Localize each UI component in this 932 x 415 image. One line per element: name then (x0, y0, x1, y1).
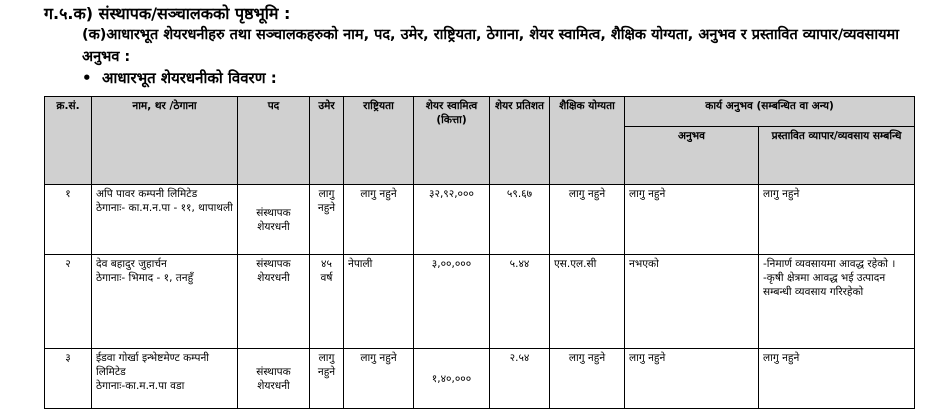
cell-nationality: नेपाली (344, 255, 414, 349)
cell-education: लागु नहुने (550, 349, 625, 409)
bullet-item (82, 68, 277, 88)
cell-share-ownership: ३२,९२,००० (414, 185, 490, 255)
proposed-business-line: -निमार्ण व्यवसायमा आवद्ध रहेको । (763, 258, 896, 270)
header-share-percent: शेयर प्रतिशत (490, 97, 550, 185)
cell-experience: लागु नहुने (625, 349, 759, 409)
header-share-ownership: शेयर स्वामित्व (कित्ता) (414, 97, 490, 185)
table-row (45, 185, 915, 255)
cell-sn: ३ (45, 349, 92, 409)
cell-education: एस.एल.सी (550, 255, 625, 349)
shareholder-name: अपि पावर कम्पनी लिमिटेड (96, 188, 198, 200)
intro-paragraph: (क)आधारभूत शेयरधनीहरु तथा सञ्चालकहरुको नाम, पद, उमेर, राष्ट्रियता, ठेगाना, शेयर स्वामित्व, शैक्षिक योग्यता, अनुभव र प्रस्तावित व्यापार/व्यवसायमा अनुभव : (82, 27, 899, 65)
cell-education: लागु नहुने (550, 185, 625, 255)
table-row (45, 255, 915, 349)
cell-share-percent: २.५४ (490, 349, 550, 409)
table-row (45, 349, 915, 409)
shareholder-table (44, 96, 915, 409)
header-education: शैक्षिक योग्यता (550, 97, 625, 185)
cell-sn: १ (45, 185, 92, 255)
cell-share-percent: ५.४४ (490, 255, 550, 349)
proposed-business-line: -कृषी क्षेत्रमा आवद्ध भई उत्पादन सम्बन्धी व्यवसाय गरिरहेको (763, 272, 886, 298)
header-experience: अनुभव (625, 127, 759, 185)
cell-nationality: लागु नहुने (344, 185, 414, 255)
header-work-experience: कार्य अनुभव (सम्बन्धित वा अन्य) (625, 97, 915, 127)
cell-age: लागु नहुने (310, 185, 344, 255)
cell-experience: नभएको (625, 255, 759, 349)
cell-proposed-business (759, 185, 915, 255)
shareholder-name: देव बहादुर जुहार्चन (96, 258, 167, 270)
header-proposed-business: प्रस्तावित व्यापार/व्यवसाय सम्बन्धि (759, 127, 915, 185)
section-heading: ग.५.क) संस्थापक/सञ्चालकको पृष्ठभूमि : (44, 4, 291, 23)
header-age: उमेर (310, 97, 344, 185)
bullet-icon: • (82, 69, 92, 87)
cell-post: संस्थापक शेयरधनी (238, 185, 310, 255)
cell-age: लागु नहुने (310, 349, 344, 409)
cell-post: संस्थापक शेयरधनी (238, 255, 310, 349)
cell-name (92, 185, 238, 255)
proposed-business-line: लागु नहुने (763, 188, 800, 200)
cell-share-ownership: १,४०,००० (414, 349, 490, 409)
cell-post: संस्थापक शेयरधनी (238, 349, 310, 409)
cell-share-percent: ५९.६७ (490, 185, 550, 255)
header-nationality: राष्ट्रियता (344, 97, 414, 185)
bullet-text: आधारभूत शेयरधनीको विवरण : (102, 69, 277, 87)
shareholder-address: ठेगानाः- भिमाद - १, तनहुँ (96, 272, 194, 284)
shareholder-name: ईडवा गोर्खा इन्भेष्टमेण्ट कम्पनी लिमिटेड (96, 352, 210, 378)
proposed-business-line: लागु नहुने (763, 352, 800, 364)
shareholder-address: ठेगानाः- का.म.न.पा - ११, थापाथली (96, 202, 233, 214)
shareholder-address: ठेगानाः-का.म.न.पा वडा (96, 380, 185, 392)
cell-name (92, 349, 238, 409)
cell-nationality: लागु नहुने (344, 349, 414, 409)
cell-proposed-business (759, 255, 915, 349)
cell-experience: लागु नहुने (625, 185, 759, 255)
header-post: पद (238, 97, 310, 185)
cell-age: ४५ वर्ष (310, 255, 344, 349)
cell-sn: २ (45, 255, 92, 349)
cell-name (92, 255, 238, 349)
header-sn: क्र.सं. (45, 97, 92, 185)
cell-share-ownership: ३,००,००० (414, 255, 490, 349)
cell-proposed-business (759, 349, 915, 409)
header-name: नाम, थर /ठेगाना (92, 97, 238, 185)
